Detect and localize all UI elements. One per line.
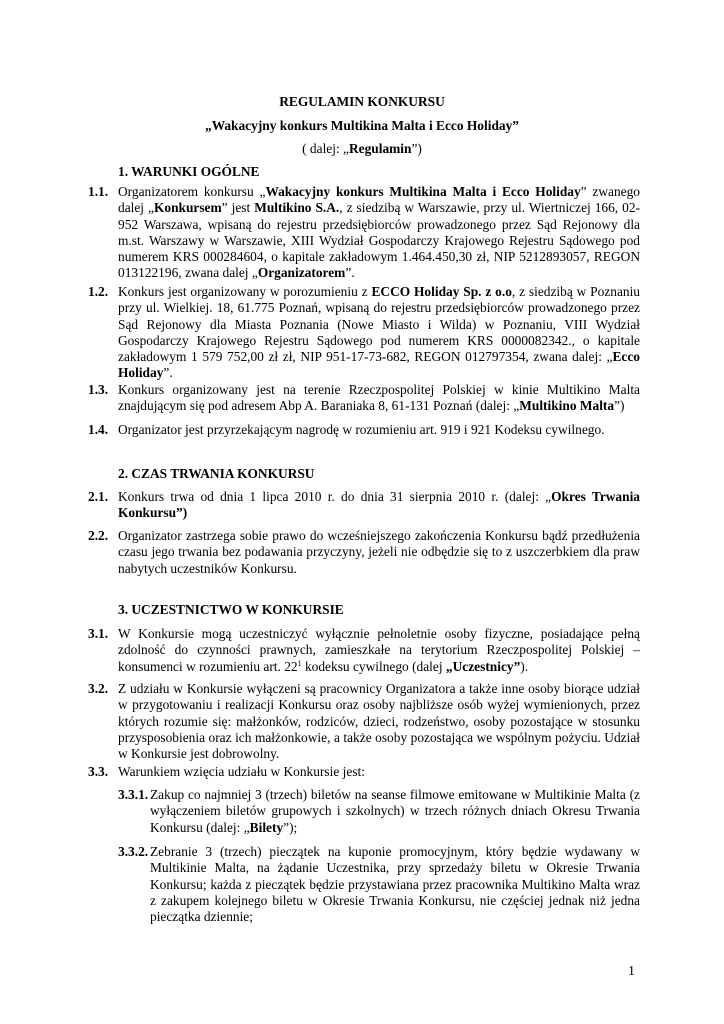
alias-bold: Regulamin xyxy=(348,141,412,156)
text-run: ” jest xyxy=(221,200,255,216)
text-run: Konkurs organizowany jest na terenie Rzeczpospolitej Polskiej w kinie Multikino Malta znajdującym się pod adresem Abp A. Baraniaka 8, 61-131 Poznań (dalej: „ xyxy=(118,382,640,414)
clause-1-1 xyxy=(88,184,640,282)
text-run: ”. xyxy=(345,265,355,281)
clause-number: 3.3.1. xyxy=(118,787,149,802)
clause-text xyxy=(150,844,640,925)
text-run: , z siedzibą w Warszawie, przy ul. Wiertniczej 166, 02-952 Warszawa, wpisaną do rejestru przedsiębiorców prowadzonego przez Sąd Rejonowy dla m.st. Warszawy w Warszawie, XIII Wydział Gospodarczy Krajowego Rejestru Sądowego pod numerem KRS 000284604, o kapitale zakładowym 1.464.450,30 zł, NIP 5212893057, REGON 013122196, zwana dalej „ xyxy=(118,200,640,281)
alias-post: ”) xyxy=(411,141,422,156)
clause-2-1 xyxy=(88,489,640,522)
bold-term: Bilety xyxy=(249,819,284,835)
bold-term: Ecco Holiday xyxy=(118,349,640,381)
clause-3-3-1 xyxy=(118,787,640,836)
text-run: Warunkiem wzięcia udziału w Konkursie jest: xyxy=(118,764,365,779)
text-run: ). xyxy=(520,658,529,674)
clause-number: 1.3. xyxy=(88,382,109,397)
text-run: Organizatorem konkursu „ xyxy=(118,184,266,199)
clause-3-3 xyxy=(88,764,640,780)
clause-text xyxy=(118,528,640,577)
clause-number: 3.1. xyxy=(88,626,109,641)
text-run: kodeksu cywilnego (dalej xyxy=(301,658,446,674)
clause-text xyxy=(118,626,640,675)
clause-3-1 xyxy=(88,626,640,675)
clause-2-2 xyxy=(88,528,640,577)
bold-term: „Uczestnicy” xyxy=(445,658,521,674)
text-run: ”) xyxy=(614,398,625,414)
section-heading-2: 2. CZAS TRWANIA KONKURSU xyxy=(118,466,315,481)
clause-text xyxy=(118,382,640,415)
clause-text xyxy=(118,681,640,762)
text-run: ” zwanego dalej „ xyxy=(118,184,640,216)
text-run: Organizator zastrzega sobie prawo do wcześniejszego zakończenia Konkursu bądź przedłużenia czasu jego trwania bez podawania przyczyny, jeżeli nie odbędzie się to z uszczerbkiem dla praw nabytych uczestników Konkursu. xyxy=(118,528,640,576)
clause-number: 2.1. xyxy=(88,489,109,504)
text-run: Zebranie 3 (trzech) pieczątek na kuponie promocyjnym, który będzie wydawany w Multikinie Malta, na żądanie Uczestnika, przy sprzedaży biletu w Okresie Trwania Konkursu; każda z pieczątek będzie przystawiana przez pracownika Multikino Malta wraz z zakupem kolejnego biletu w Okresie Trwania Konkursu, nie częściej jednak niż jedna pieczątka dziennie; xyxy=(150,844,640,925)
bold-term: Wakacyjny konkurs Multikina Malta i Ecco Holiday xyxy=(265,184,581,199)
clause-number: 2.2. xyxy=(88,528,109,543)
clause-number: 1.4. xyxy=(88,422,109,437)
clause-number: 3.3.2. xyxy=(118,844,149,859)
text-run: Organizator jest przyrzekającym nagrodę w rozumieniu art. 919 i 921 Kodeksu cywilnego. xyxy=(118,422,605,437)
text-run: Konkurs trwa od dnia 1 lipca 2010 r. do dnia 31 sierpnia 2010 r. (dalej: „ xyxy=(118,489,552,504)
clause-3-2 xyxy=(88,681,640,762)
text-run: Konkurs jest organizowany w porozumieniu z xyxy=(118,284,372,299)
clause-number: 1.1. xyxy=(88,184,109,199)
document-title: REGULAMIN KONKURSU xyxy=(279,94,445,109)
text-run: Zakup co najmniej 3 (trzech) biletów na seanse filmowe emitowane w Multikinie Malta (z wyłączeniem biletów grupowych i szkolnych) w trzech różnych dniach Okresu Trwania Konkursu (dalej: „ xyxy=(150,787,640,835)
section-heading-1: 1. WARUNKI OGÓLNE xyxy=(118,164,260,179)
section-heading-3: 3. UCZESTNICTWO W KONKURSIE xyxy=(118,602,344,617)
bold-term: Konkursem xyxy=(153,200,222,216)
clause-text xyxy=(118,489,640,522)
text-run: , z siedzibą w Poznaniu przy ul. Wielkiej. 18, 61.775 Poznań, wpisaną do rejestru przedsiębiorców prowadzonego przez Sąd Rejonowy dla Miasta Poznania (Nowe Miasto i Wilda) w Poznaniu, VIII Wydział Gospodarczy Krajowego Rejestru Sądowego pod numerem KRS 0000082342., o kapitale zakładowym 1 579 752,00 zł zł, NIP 951-17-73-682, REGON 012797354, zwana dalej: „ xyxy=(118,284,641,365)
bold-term: Multikino Malta xyxy=(519,398,615,414)
bold-term: Multikino S.A. xyxy=(254,200,340,216)
alias-pre: ( dalej: „ xyxy=(302,141,349,156)
clause-1-4 xyxy=(88,422,640,438)
superscript: 1 xyxy=(297,658,302,668)
document-alias xyxy=(0,141,724,157)
bold-term: ECCO Holiday Sp. z o.o xyxy=(371,284,512,299)
clause-number: 1.2. xyxy=(88,284,109,299)
text-run: ”); xyxy=(283,819,298,835)
bold-term: Organizatorem xyxy=(257,265,346,281)
clause-3-3-2 xyxy=(118,844,640,925)
clause-text xyxy=(118,184,640,282)
clause-text xyxy=(150,787,640,836)
text-run: ”. xyxy=(163,365,173,381)
bold-term: Okres Trwania Konkursu”) xyxy=(118,489,640,521)
clause-number: 3.3. xyxy=(88,764,109,779)
clause-text xyxy=(118,422,640,438)
page-number: 1 xyxy=(628,964,635,979)
clause-number: 3.2. xyxy=(88,681,109,696)
clause-1-2 xyxy=(88,284,640,382)
text-run: W Konkursie mogą uczestniczyć wyłącznie pełnoletnie osoby fizyczne, posiadające pełną zdolność do czynności prawnych, zamieszkałe na terytorium Rzeczpospolitej Polskiej – konsumenci w rozumieniu art. 22 xyxy=(118,626,640,674)
clause-text xyxy=(118,764,640,780)
clause-1-3 xyxy=(88,382,640,415)
text-run: Z udziału w Konkursie wyłączeni są pracownicy Organizatora a także inne osoby biorące udział w przygotowaniu i realizacji Konkursu oraz osoby najbliższe osób wyżej wymienionych, przez których rozumie się: małżonków, rodziców, dzieci, rodzeństwo, osoby pozostające w stosunku przysposobienia oraz ich małżonkowie, a także osoby pozostająca we wspólnym pożyciu. Udział w Konkursie jest dobrowolny. xyxy=(118,681,640,762)
contest-name: „Wakacyjny konkurs Multikina Malta i Ecco Holiday” xyxy=(205,118,519,133)
clause-text xyxy=(118,284,640,382)
